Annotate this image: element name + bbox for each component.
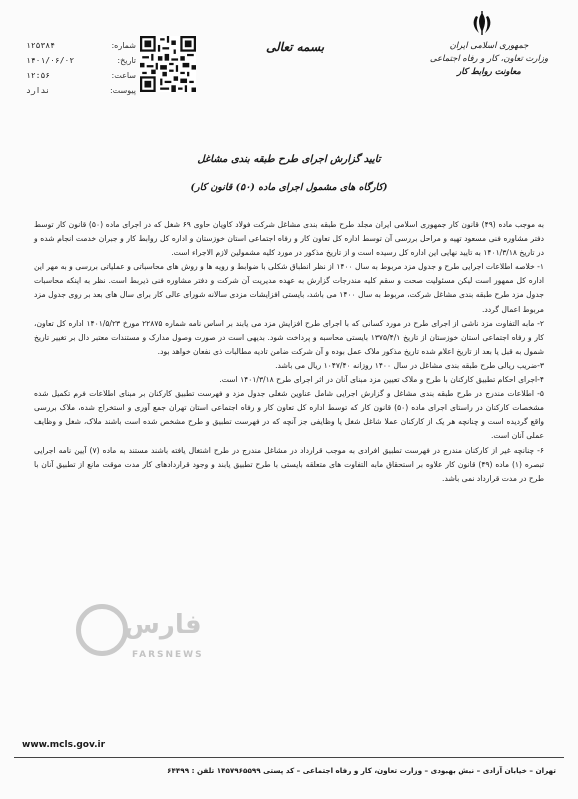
website-link[interactable]: www.mcls.gov.ir	[22, 740, 106, 750]
farsnews-watermark	[76, 600, 236, 670]
meta-label: تاریخ:	[117, 56, 136, 65]
clause-paragraph: ۵- اطلاعات مندرج در طرح طبقه بندی مشاغل و گزارش اجرایی شامل عناوین شغلی جدول مزد و فهرست تطبیق کارکنان بر مبنای اطلاعات فرم تکمیل شده مشخصات کارکنان در راستای اجرای ماده (۵۰) قانون کار که توسط اداره کل تعاون کار و رفاه اجتماعی استان تهران جمع آوری و استخراج شده، ملاک بررسی واقع گردیده است و چنانچه هر یک از کارکنان عملا شاغل شغل یا وظایفی جز آنچه که در فهرست تطبیق و طرح مشخص شده است باشند ملاک، شغل و وظایف عملی آنان است.	[34, 389, 544, 441]
watermark-latin: FARSNEWS	[132, 650, 204, 660]
document-title: تایید گزارش اجرای طرح طبقه بندی مشاغل	[197, 154, 381, 165]
clause-paragraph: ۱- خلاصه اطلاعات اجرایی طرح و جدول مزد مربوط به سال ۱۴۰۰ از نظر انطباق شکلی با ضوابط و رویه ها و روش های محاسباتی و عملیاتی بررسی و به مهر این اداره کل ممهور است لیکن مسئولیت صحت و سقم کلیه مندرجات گزارش به عهده مدیریت آن شرکت و دفتر مشاوره فنی ذیربط است. نظر به اینکه محاسبات جدول مزد طرح طبقه بندی مشاغل شرکت، مربوط به سال ۱۴۰۰ می باشد، بایستی افزایشات مزدی سالانه شورای عالی کار برای سال های بعد بر روی جدول مزد مربوط اعمال گردد.	[33, 262, 544, 314]
document-body	[34, 218, 544, 486]
meta-row-date	[26, 53, 136, 68]
meta-value: ۱۲۵۳۸۴	[26, 41, 55, 50]
letter-meta	[26, 38, 136, 98]
meta-label: شماره:	[111, 41, 136, 50]
meta-row-attachment	[26, 83, 136, 98]
intro-paragraph: به موجب ماده (۴۹) قانون کار جمهوری اسلامی ایران مجلد طرح طبقه بندی مشاغل شرکت فولاد کاویان حاوی ۶۹ شغل که در اجرای ماده (۵۰) قانون کار توسط دفتر مشاوره فنی مسعود تهیه و مراحل بررسی آن توسط اداره کل تعاون کار و رفاه اجتماعی استان خوزستان و اداره کل روابط کار و جبران خدمت انجام شده و در تاریخ ۱۴۰۱/۳/۱۸ به تایید نهایی این اداره کل رسیده است و از تاریخ مذکور در مورد کلیه مشمولین لازم الاجراء است.	[34, 220, 544, 258]
clause-paragraph: ۶- چنانچه غیر از کارکنان مندرج در فهرست تطبیق افرادی به موجب قرارداد در مشاغل مندرج در طرح اشتغال یافته باشند مستند به ماده (۷) آیین نامه اجرایی تبصره (۱) ماده (۴۹) قانون کار علاوه بر استحقاق مابه التفاوت های متعلقه بایستی با طرح تطبیق یابند و وجود قراردادهای کار مدت موقت مانع از تطبیق آنان با طرح در مدت قرارداد نمی باشد.	[34, 445, 544, 483]
org-line-deputy: معاونت روابط کار	[457, 67, 521, 77]
watermark-logo-icon	[76, 604, 128, 656]
document-subtitle: (کارگاه های مشمول اجرای ماده (۵۰) قانون کار)	[190, 182, 388, 193]
basmala: بسمه تعالی	[266, 40, 325, 54]
meta-value: ۱۴۰۱/۰۶/۰۲	[26, 56, 75, 65]
watermark-name: فارس	[124, 610, 202, 640]
clause-paragraph: ۴-اجرای احکام تطبیق کارکنان با طرح و ملاک تعیین مزد مبنای آنان در اثر اجرای طرح ۱۴۰۱/۳/۱۸ است.	[219, 375, 544, 385]
org-line-country: جمهوری اسلامی ایران	[449, 41, 529, 51]
footer-address: تهران – خیابان آزادی – نبش بهبودی – وزارت تعاون، کار و رفاه اجتماعی – کد پستی ۱۴۵۷۹۶۵۵۹۹ تلفن : ۶۴۴۹۹	[167, 766, 556, 775]
organization-header	[424, 40, 554, 79]
meta-label: پیوست:	[109, 86, 136, 95]
footer-divider	[14, 757, 564, 758]
iran-emblem-icon	[468, 10, 496, 38]
qr-code-icon	[140, 36, 196, 92]
clause-paragraph: ۳-ضریب ریالی طرح طبقه بندی مشاغل در سال ۱۴۰۰ روزانه ۱۰۴۷/۴۰ ریال می باشد.	[275, 360, 544, 370]
clause-paragraph: ۲- مابه التفاوت مزد ناشی از اجرای طرح در مورد کسانی که با اجرای طرح افزایش مزد می یابند بر اساس نامه شماره ۲۲۸۷۵ مورخ ۱۴۰۱/۵/۲۳ اداره کل تعاون، کار و رفاه اجتماعی استان خوزستان از تاریخ ۱۳۷۵/۴/۱ بایستی محاسبه و پرداخت شود. بدیهی است در صورت وصول مدارک و مستندات معتبر دال بر تغییر تاریخ شمول به قبل یا بعد از تاریخ اعلام شده تاریخ مذکور ملاک عمل بوده و آن شرکت ضامن تادیه مطالبات ذی نفعان خواهد بود.	[34, 318, 544, 356]
meta-value: ندارد	[26, 86, 51, 95]
meta-label: ساعت:	[111, 71, 136, 80]
meta-value: ۱۲:۵۶	[26, 71, 51, 80]
meta-row-time	[26, 68, 136, 83]
org-line-ministry: وزارت تعاون، کار و رفاه اجتماعی	[429, 54, 549, 64]
meta-row-number	[26, 38, 136, 53]
